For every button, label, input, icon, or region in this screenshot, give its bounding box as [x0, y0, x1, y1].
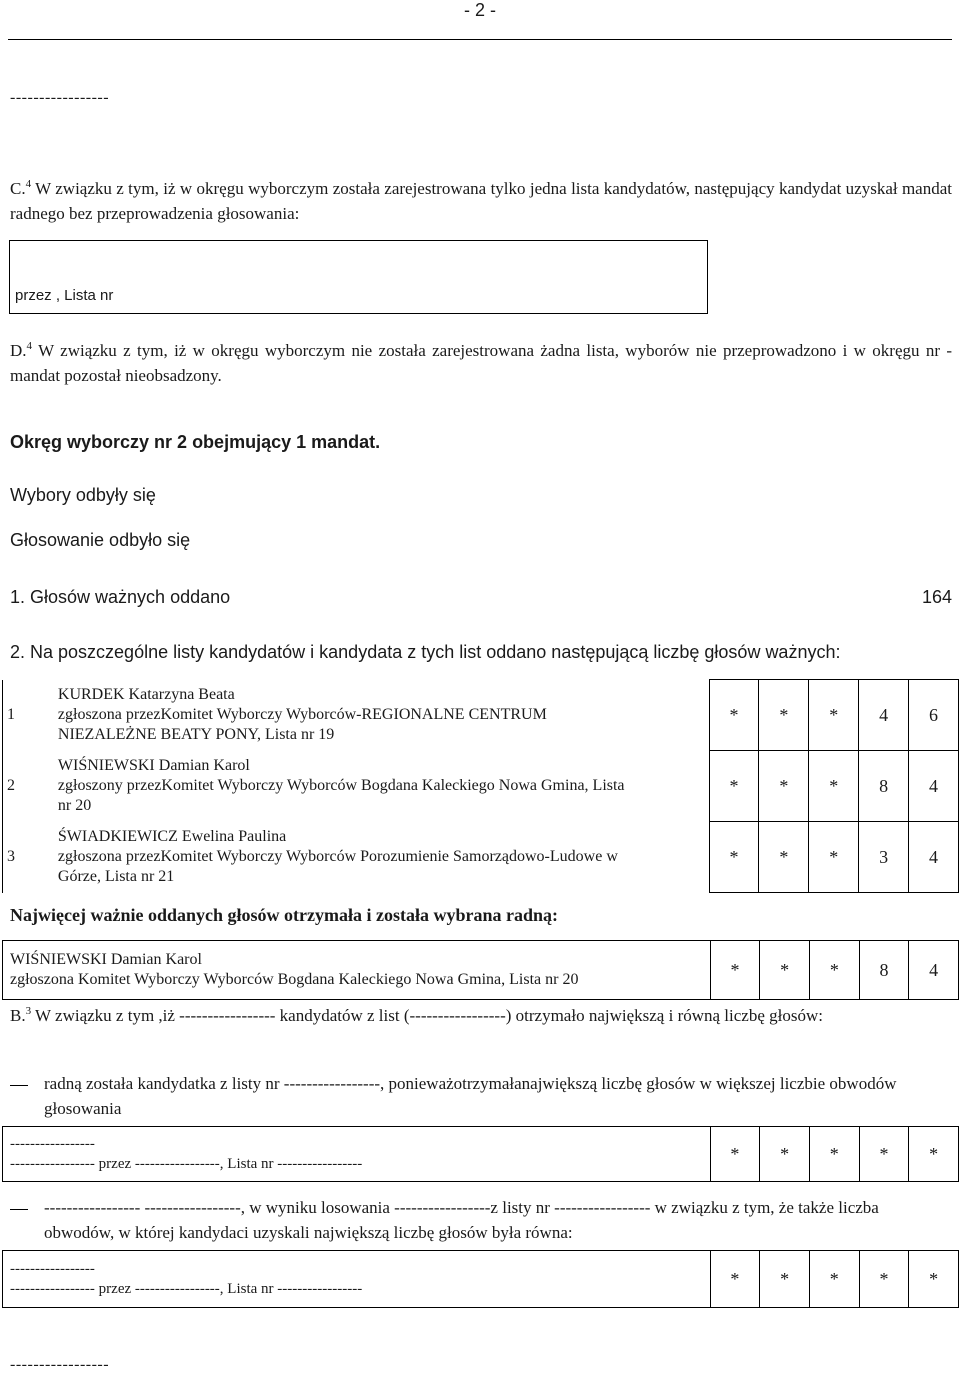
- vote-digit: *: [809, 680, 859, 751]
- tie-box-line: ----------------- przez -----------------, Lista nr -----------------: [10, 1281, 363, 1297]
- vote-digit: *: [709, 680, 759, 751]
- list-dash-marker: [10, 1209, 28, 1210]
- section-c-paragraph: [10, 176, 952, 226]
- winner-name: WIŚNIEWSKI Damian Karol: [10, 951, 202, 968]
- vote-digit: *: [759, 680, 809, 751]
- vote-digit: 4: [909, 822, 959, 893]
- vote-digit: *: [809, 1251, 859, 1308]
- section-b-text: W związku z tym ,iż ----------------- kandydatów z list (-----------------) otrzymało największą i równą liczbę głosów:: [35, 1006, 823, 1025]
- vote-digit: 4: [859, 680, 909, 751]
- section-d-paragraph: [10, 338, 952, 388]
- candidates-table: [2, 679, 959, 893]
- winner-description: [3, 941, 711, 1000]
- candidate-list: NIEZALEŻNE BEATY PONY, Lista nr 19: [57, 726, 335, 743]
- vote-digit: 4: [909, 751, 959, 822]
- candidate-name: ŚWIADKIEWICZ Ewelina Paulina: [57, 828, 287, 845]
- vote-digit: *: [760, 941, 810, 1000]
- vote-digit: 6: [909, 680, 959, 751]
- vote-digit: 4: [909, 941, 959, 1000]
- table-row: [3, 680, 959, 751]
- elections-held-label: Wybory odbyły się: [10, 485, 156, 505]
- table-row: [3, 941, 959, 1000]
- table-row: [3, 1251, 959, 1308]
- section-c-text: W związku z tym, iż w okręgu wyborczym została zarejestrowana tylko jedna lista kandydatów, następujący kandydat uzyskał mandat radnego bez przeprowadzenia głosowania:: [10, 179, 952, 223]
- valid-votes-label: 1. Głosów ważnych oddano: [10, 587, 231, 607]
- vote-digit: *: [909, 1127, 959, 1182]
- candidate-committee: zgłoszona przezKomitet Wyborczy Wyborców-REGIONALNE CENTRUM: [57, 706, 547, 723]
- valid-votes-value: 164: [921, 587, 952, 607]
- vote-digit: *: [810, 941, 860, 1000]
- footnote-ref: 4: [25, 178, 32, 190]
- tie-box-1: [2, 1126, 959, 1182]
- page-number: - 2 -: [463, 0, 496, 20]
- vote-digit: *: [760, 1127, 810, 1182]
- vote-digit: 8: [859, 751, 909, 822]
- vote-digit: *: [759, 822, 809, 893]
- candidate-number: 1: [3, 680, 54, 751]
- section-b-letter: B.: [10, 1006, 26, 1025]
- vote-digit: *: [809, 751, 859, 822]
- candidate-description: [54, 680, 709, 751]
- candidate-number: 3: [3, 822, 54, 893]
- table-row: [3, 751, 959, 822]
- candidate-list: nr 20: [57, 797, 92, 814]
- vote-digit: *: [859, 1251, 909, 1308]
- candidate-name: WIŚNIEWSKI Damian Karol: [57, 757, 250, 774]
- voting-held-label: Głosowanie odbyło się: [10, 530, 191, 550]
- section-b-paragraph: [10, 1003, 952, 1028]
- vote-digit: *: [859, 1127, 909, 1182]
- tie-resolution-by-districts: radną została kandydatka z listy nr -----------------, ponieważotrzymałanajwiększą liczbę głosów w większej liczbie obwodów głosowania: [44, 1074, 897, 1118]
- vote-digit: *: [710, 1127, 760, 1182]
- section-d-text: W związku z tym, iż w okręgu wyborczym nie została zarejestrowana żadna lista, wyborów nie przeprowadzono i w okręgu nr - mandat pozostał nieobsadzony.: [10, 341, 952, 385]
- district-heading: Okręg wyborczy nr 2 obejmujący 1 mandat.: [10, 432, 381, 452]
- candidate-number: 2: [3, 751, 54, 822]
- section-d-letter: D.: [10, 341, 27, 360]
- footnote-ref: 3: [25, 1005, 32, 1017]
- vote-digit: 3: [859, 822, 909, 893]
- tie-resolution-by-lot: ----------------- -----------------, w wyniku losowania -----------------z listy nr ----------------- w związku z tym, że także liczba obwodów, w której kandydaci uzyskali największą liczbę głosów była równa:: [44, 1198, 879, 1242]
- vote-digit: *: [710, 941, 760, 1000]
- candidate-list: Górze, Lista nr 21: [57, 868, 175, 885]
- list-dash-marker: [10, 1085, 28, 1086]
- candidate-committee: zgłoszony przezKomitet Wyborczy Wyborców Bogdana Kaleckiego Nowa Gmina, Lista: [57, 777, 625, 794]
- footnote-ref: 4: [26, 340, 33, 352]
- dash-separator: -----------------: [10, 89, 110, 106]
- vote-digit: *: [709, 751, 759, 822]
- vote-digit: *: [759, 751, 809, 822]
- table-row: [3, 1127, 959, 1182]
- vote-digit: *: [710, 1251, 760, 1308]
- winner-committee: zgłoszona Komitet Wyborczy Wyborców Bogdana Kaleckiego Nowa Gmina, Lista nr 20: [10, 971, 579, 988]
- winner-table: [2, 940, 959, 1000]
- unopposed-candidate-box: [9, 240, 708, 314]
- header-divider: [8, 39, 952, 40]
- lists-intro: 2. Na poszczególne listy kandydatów i kandydata z tych list oddano następującą liczbę głosów ważnych:: [10, 642, 841, 662]
- vote-digit: 8: [859, 941, 909, 1000]
- candidate-committee: zgłoszona przezKomitet Wyborczy Wyborców Porozumienie Samorządowo-Ludowe w: [57, 848, 618, 865]
- tie-box-line: -----------------: [10, 1136, 95, 1152]
- dash-separator: -----------------: [10, 1356, 110, 1373]
- candidate-description: [54, 822, 709, 893]
- vote-digit: *: [909, 1251, 959, 1308]
- section-c-letter: C.: [10, 179, 26, 198]
- winner-heading: Najwięcej ważnie oddanych głosów otrzymała i została wybrana radną:: [10, 905, 558, 925]
- tie-box-description: [3, 1127, 711, 1182]
- vote-digit: *: [760, 1251, 810, 1308]
- tie-box-2: [2, 1250, 959, 1308]
- table-row: [3, 822, 959, 893]
- candidate-name: KURDEK Katarzyna Beata: [57, 686, 235, 703]
- vote-digit: *: [809, 822, 859, 893]
- candidate-description: [54, 751, 709, 822]
- vote-digit: *: [809, 1127, 859, 1182]
- tie-box-line: -----------------: [10, 1261, 95, 1277]
- tie-box-description: [3, 1251, 711, 1308]
- vote-digit: *: [709, 822, 759, 893]
- unopposed-candidate-text: przez , Lista nr: [15, 287, 114, 304]
- tie-box-line: ----------------- przez -----------------, Lista nr -----------------: [10, 1156, 363, 1172]
